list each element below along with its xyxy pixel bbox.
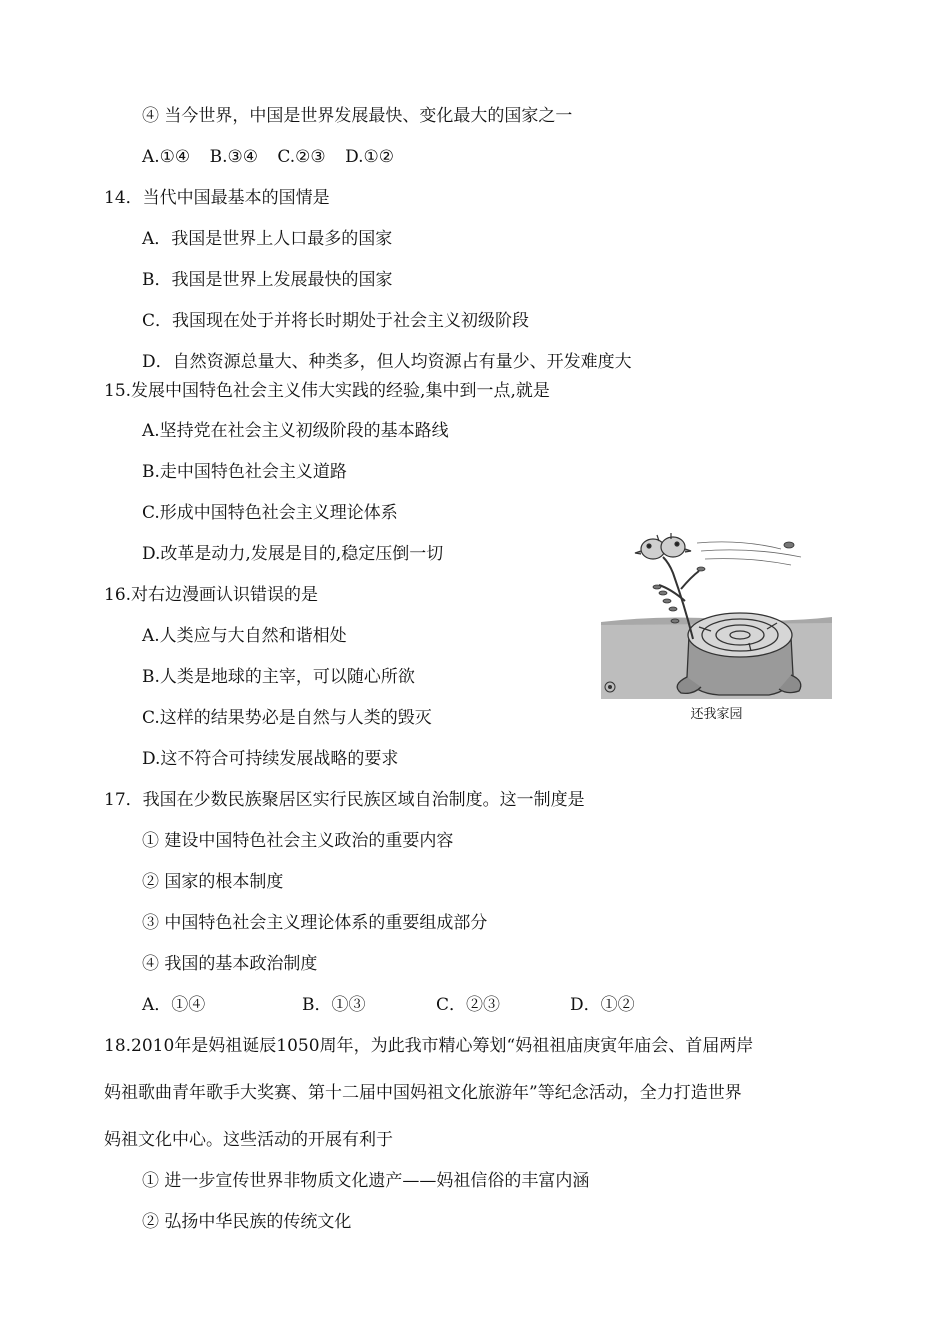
q16-option-b: B.人类是地球的主宰，可以随心所欲 <box>142 667 415 687</box>
q17-option-a: A．①④ <box>142 995 206 1015</box>
cartoon-caption: 还我家园 <box>690 707 743 722</box>
q16-option-c: C.这样的结果势必是自然与人类的毁灭 <box>142 708 432 728</box>
q15-stem: 15.发展中国特色社会主义伟大实践的经验,集中到一点,就是 <box>104 381 550 401</box>
q14-option-d: D．自然资源总量大、种类多，但人均资源占有量少、开发难度大 <box>142 352 632 372</box>
q13-option-c: C.②③ <box>277 147 326 167</box>
q16-option-a: A.人类应与大自然和谐相处 <box>142 626 347 646</box>
q14-stem: 14．当代中国最基本的国情是 <box>104 188 330 208</box>
q13-option-a: A.①④ <box>142 147 191 167</box>
q17-item-2: ② 国家的根本制度 <box>142 872 284 892</box>
q15-option-c: C.形成中国特色社会主义理论体系 <box>142 503 398 523</box>
q13-option-d: D.①② <box>345 147 394 167</box>
q14-option-b: B．我国是世界上发展最快的国家 <box>142 270 393 290</box>
q18-item-1: ① 进一步宣传世界非物质文化遗产——妈祖信俗的丰富内涵 <box>142 1171 590 1191</box>
q16-option-d: D.这不符合可持续发展战略的要求 <box>142 749 399 769</box>
q18-stem-line-2: 妈祖歌曲青年歌手大奖赛、第十二届中国妈祖文化旅游年”等纪念活动，全力打造世界 <box>104 1083 742 1103</box>
q15-option-a: A.坚持党在社会主义初级阶段的基本路线 <box>142 421 449 441</box>
falling-leaf <box>784 542 794 548</box>
q15-option-d: D.改革是动力,发展是目的,稳定压倒一切 <box>142 544 444 564</box>
q14-option-c: C．我国现在处于并将长时期处于社会主义初级阶段 <box>142 311 530 331</box>
q17-option-c: C．②③ <box>436 995 501 1015</box>
q13-option-b: B.③④ <box>209 147 258 167</box>
tree-stump <box>677 613 801 695</box>
q13-options <box>142 146 408 168</box>
q15-option-b: B.走中国特色社会主义道路 <box>142 462 347 482</box>
q13-item-4: ④ 当今世界，中国是世界发展最快、变化最大的国家之一 <box>142 106 573 126</box>
q17-item-3: ③ 中国特色社会主义理论体系的重要组成部分 <box>142 913 488 933</box>
cartoon-image <box>601 527 832 699</box>
q17-stem: 17．我国在少数民族聚居区实行民族区域自治制度。这一制度是 <box>104 790 585 810</box>
q16-stem: 16.对右边漫画认识错误的是 <box>104 585 319 605</box>
q17-option-d: D．①② <box>570 995 635 1015</box>
q18-stem-line-3: 妈祖文化中心。这些活动的开展有利于 <box>104 1130 393 1150</box>
q17-item-4: ④ 我国的基本政治制度 <box>142 954 318 974</box>
q18-item-2: ② 弘扬中华民族的传统文化 <box>142 1212 352 1232</box>
q17-option-b: B．①③ <box>302 995 366 1015</box>
q14-option-a: A．我国是世界上人口最多的国家 <box>142 229 393 249</box>
q18-stem-line-1: 18.2010年是妈祖诞辰1050周年，为此我市精心筹划“妈祖祖庙庚寅年庙会、首届两岸 <box>104 1036 754 1056</box>
q17-item-1: ① 建设中国特色社会主义政治的重要内容 <box>142 831 454 851</box>
